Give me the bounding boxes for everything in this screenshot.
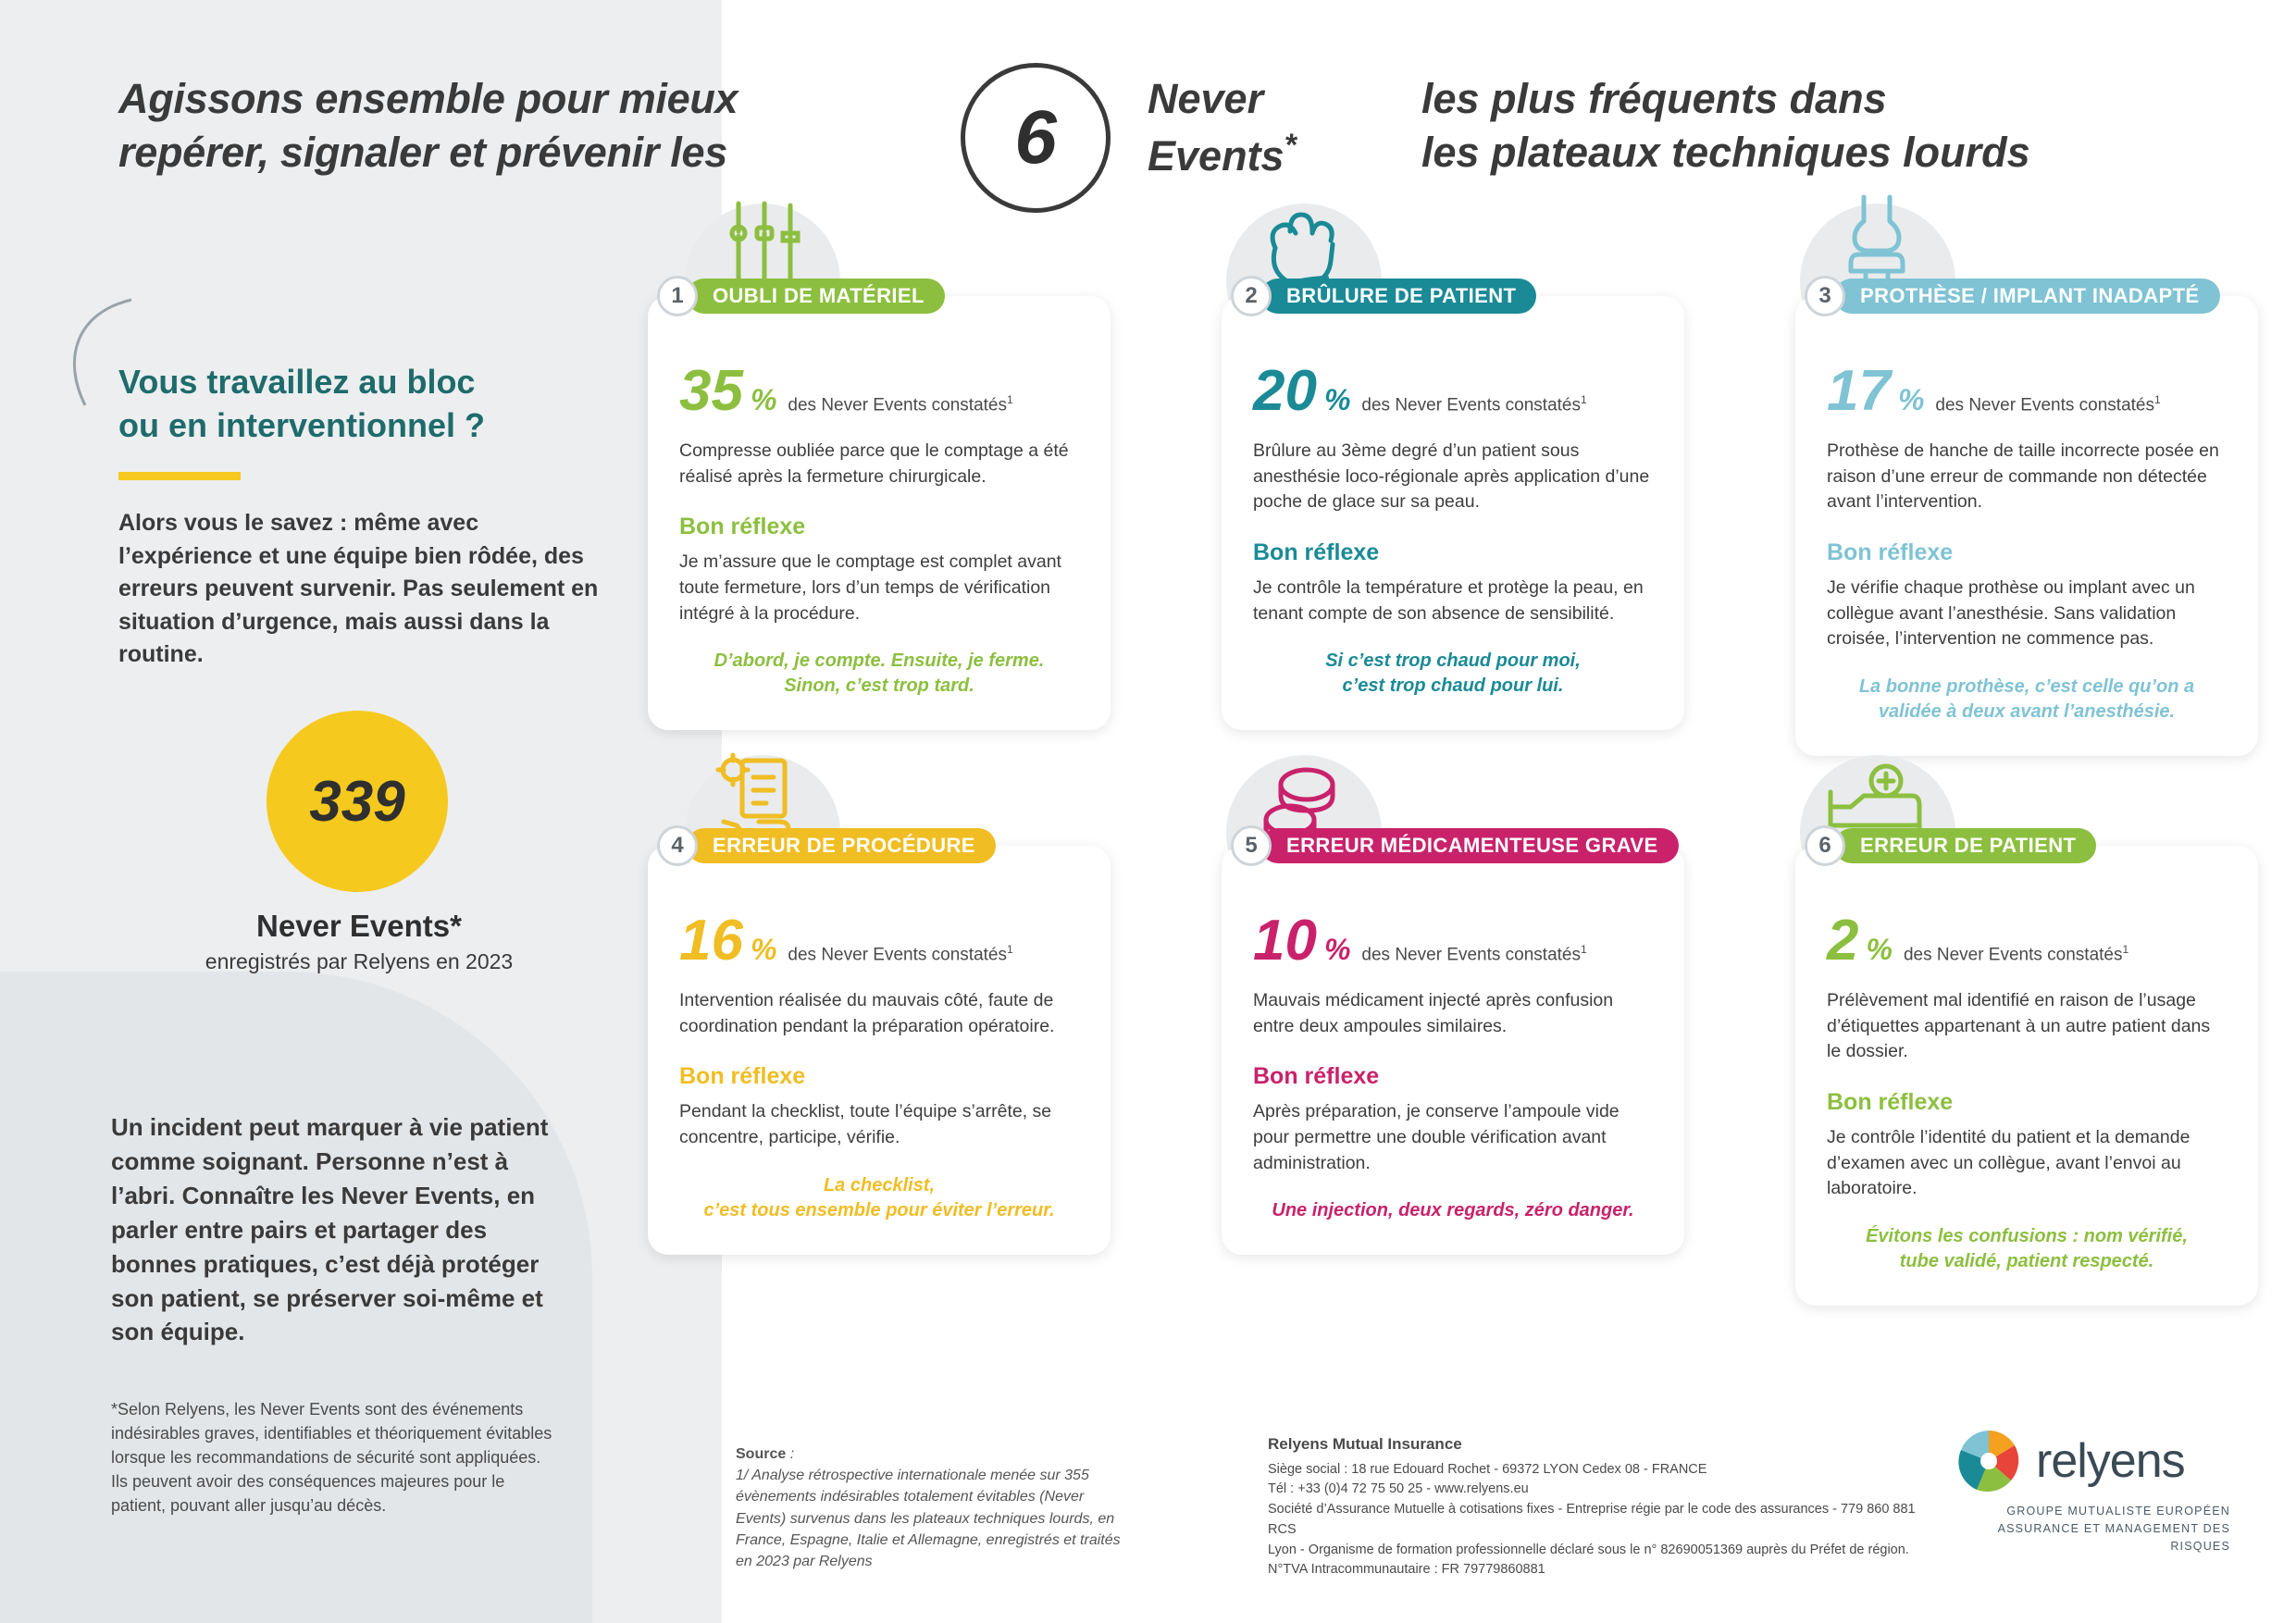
card-description: Mauvais médicament injecté après confusion entre deux ampoules similaires. bbox=[1253, 990, 1614, 1036]
header-asterisk: * bbox=[1284, 127, 1297, 163]
card-description: Brûlure au 3ème degré d’un patient sous anesthésie loco-régionale après application d’une poche de glace sur sa peau. bbox=[1253, 440, 1650, 513]
card-reflex-body: Je contrôle la température et protège la peau, en tenant compte de son absence de sensibilité. bbox=[1253, 577, 1644, 624]
card-prothese-implant-inadapte bbox=[1795, 283, 2258, 756]
card-badge bbox=[1231, 825, 1679, 866]
card-percentage-note-sup: 1 bbox=[1581, 392, 1587, 406]
header-never-events bbox=[1148, 72, 1416, 182]
card-percentage-note-text: des Never Events constatés bbox=[1935, 395, 2154, 415]
card-badge bbox=[657, 825, 996, 866]
legal-line-5: N°TVA Intracommunautaire : FR 79779860881 bbox=[1268, 1562, 1545, 1578]
card-percentage-note-sup: 1 bbox=[2154, 392, 2161, 406]
relyens-logo bbox=[1953, 1425, 2230, 1555]
logo-wordmark: relyens bbox=[2036, 1434, 2185, 1488]
card-percentage: 10 bbox=[1253, 909, 1317, 973]
card-number: 2 bbox=[1231, 276, 1272, 316]
card-reflex-title: Bon réflexe bbox=[679, 514, 806, 540]
card-percent-symbol: % bbox=[1897, 383, 1925, 416]
source-title: Source bbox=[736, 1446, 787, 1462]
card-reflex-title: Bon réflexe bbox=[1253, 1063, 1380, 1090]
card-percentage-note-sup: 1 bbox=[1007, 392, 1013, 406]
logo-row bbox=[1953, 1425, 2230, 1497]
card-quote bbox=[1827, 675, 2227, 725]
source-block bbox=[736, 1443, 1124, 1572]
never-events-count-badge: 339 bbox=[267, 711, 448, 892]
source-colon: : bbox=[786, 1446, 795, 1462]
card-quote bbox=[1253, 1198, 1653, 1223]
card-percentage-note-text: des Never Events constatés bbox=[1361, 395, 1581, 415]
left-secondary-paragraph: Un incident peut marquer à vie patient comme soignant. Personne n’est à l’abri. Connaître les Never Events, en parler entre pairs et partager des bonnes pratiques, c’est déjà protéger son patient, se préserver soi-même et son équipe. bbox=[111, 1113, 549, 1346]
card-description: Prothèse de hanche de taille incorrecte posée en raison d’une erreur de commande non détectée avant l’intervention. bbox=[1827, 440, 2219, 513]
card-percentage-note-text: des Never Events constatés bbox=[788, 395, 1007, 415]
card-erreur-de-patient bbox=[1795, 833, 2258, 1306]
card-badge bbox=[1231, 276, 1536, 316]
legal-title: Relyens Mutual Insurance bbox=[1268, 1435, 1462, 1453]
card-percentage-note-text: des Never Events constatés bbox=[1903, 945, 2123, 964]
card-number: 4 bbox=[657, 825, 698, 866]
page-title-line2: repérer, signaler et prévenir les bbox=[118, 128, 727, 176]
card-title: BRÛLURE DE PATIENT bbox=[1260, 279, 1536, 314]
card-percentage-row bbox=[1253, 359, 1653, 423]
card-oubli-de-materiel bbox=[648, 283, 1111, 730]
header-number-badge: 6 bbox=[961, 63, 1111, 213]
card-percentage: 2 bbox=[1827, 909, 1859, 973]
card-quote-line1: La checklist, bbox=[823, 1174, 936, 1196]
card-badge bbox=[1805, 276, 2220, 316]
card-reflex-body: Je contrôle l’identité du patient et la demande d’examen avec un collègue, avant l’envoi au laboratoire. bbox=[1827, 1127, 2191, 1199]
relyens-mark-icon bbox=[1953, 1425, 2025, 1497]
card-percentage-note-sup: 1 bbox=[2122, 942, 2129, 956]
card-percent-symbol: % bbox=[1323, 933, 1351, 966]
card-quote-line1: Si c’est trop chaud pour moi, bbox=[1325, 650, 1581, 672]
card-erreur-medicamenteuse-grave bbox=[1222, 833, 1684, 1255]
logo-tagline bbox=[1953, 1503, 2230, 1555]
card-quote bbox=[679, 649, 1079, 699]
header-never: Never bbox=[1148, 75, 1264, 122]
card-percentage-note-text: des Never Events constatés bbox=[1361, 945, 1581, 964]
left-question-line1: Vous travaillez au bloc bbox=[118, 363, 476, 401]
card-percentage-note bbox=[788, 393, 1012, 415]
card-title: ERREUR MÉDICAMENTEUSE GRAVE bbox=[1260, 828, 1679, 863]
legal-line-1: Siège social : 18 rue Edouard Rochet - 69372 LYON Cedex 08 - FRANCE bbox=[1268, 1461, 1707, 1477]
card-percent-symbol: % bbox=[750, 933, 777, 966]
card-quote bbox=[1827, 1224, 2227, 1274]
card-number: 5 bbox=[1231, 825, 1272, 866]
card-quote-line2: validée à deux avant l’anesthésie. bbox=[1878, 701, 2176, 723]
card-quote-line2: tube validé, patient respecté. bbox=[1899, 1251, 2154, 1272]
card-title: OUBLI DE MATÉRIEL bbox=[687, 279, 945, 314]
card-description: Intervention réalisée du mauvais côté, faute de coordination pendant la préparation opératoire. bbox=[679, 990, 1055, 1036]
card-number: 3 bbox=[1805, 276, 1845, 316]
page-title-line1: Agissons ensemble pour mieux bbox=[118, 75, 738, 122]
logo-tagline-line2: ASSURANCE ET MANAGEMENT DES RISQUES bbox=[1997, 1521, 2230, 1553]
card-percent-symbol: % bbox=[1866, 933, 1893, 966]
header-right bbox=[1148, 72, 2030, 182]
card-percentage-note bbox=[1904, 943, 2128, 965]
card-title: ERREUR DE PROCÉDURE bbox=[687, 828, 996, 863]
card-percentage-note bbox=[788, 943, 1012, 965]
card-percentage-note bbox=[1935, 393, 2160, 415]
yellow-divider bbox=[118, 472, 241, 480]
left-footnote: *Selon Relyens, les Never Events sont des événements indésirables graves, identifiables et théoriquement évitables lorsque les recommandations de sécurité sont appliquées. Ils peuvent avoir des conséquences majeures pour le patient, pouvant aller jusqu’au décès. bbox=[111, 1400, 552, 1516]
card-title: ERREUR DE PATIENT bbox=[1834, 828, 2096, 863]
card-percentage-row bbox=[1253, 909, 1653, 973]
source-title-row bbox=[736, 1443, 1124, 1465]
card-quote-line1: La bonne prothèse, c’est celle qu’on a bbox=[1858, 676, 2195, 698]
logo-tagline-line1: GROUPE MUTUALISTE EUROPÉEN bbox=[2006, 1505, 2230, 1518]
legal-block bbox=[1268, 1432, 1934, 1580]
source-body: 1/ Analyse rétrospective internationale menée sur 355 évènements indésirables totalement évitables (Never Events) survenus dans les plateaux techniques lourds, en France, Espagne, Italie et Allemagne, enregistrés et traités en 2023 par Relyens bbox=[736, 1468, 1121, 1569]
card-quote-line2: c’est trop chaud pour lui. bbox=[1342, 675, 1564, 697]
card-title: PROTHÈSE / IMPLANT INADAPTÉ bbox=[1834, 279, 2220, 314]
card-quote-line2: Sinon, c’est trop tard. bbox=[784, 675, 974, 697]
legal-line-4: Lyon - Organisme de formation professionnelle déclaré sous le n° 82690051369 auprès du Préfet de région. bbox=[1268, 1542, 1909, 1557]
card-reflex-body: Je vérifie chaque prothèse ou implant avec un collègue avant l’anesthésie. Sans validation croisée, l’intervention ne commence pas. bbox=[1827, 577, 2195, 650]
header-events: Events bbox=[1148, 131, 1285, 180]
card-percentage-note bbox=[1361, 393, 1586, 415]
left-question bbox=[118, 361, 600, 448]
page-title bbox=[118, 72, 951, 179]
card-badge bbox=[1805, 825, 2096, 866]
card-reflex-title: Bon réflexe bbox=[1827, 539, 1954, 566]
card-reflex-body: Après préparation, je conserve l’ampoule vide pour permettre une double vérification avant administration. bbox=[1253, 1101, 1620, 1173]
card-reflex-title: Bon réflexe bbox=[679, 1063, 806, 1090]
card-percentage-note-sup: 1 bbox=[1581, 942, 1587, 956]
card-reflex-body: Pendant la checklist, toute l’équipe s’arrête, se concentre, participe, vérifie. bbox=[679, 1101, 1052, 1148]
card-description: Prélèvement mal identifié en raison de l’usage d’étiquettes appartenant à un autre patient dans le dossier. bbox=[1827, 990, 2211, 1062]
card-quote bbox=[679, 1173, 1079, 1223]
card-quote-line2: c’est tous ensemble pour éviter l’erreur. bbox=[703, 1199, 1055, 1220]
card-erreur-de-procedure bbox=[648, 833, 1111, 1255]
card-percentage: 17 bbox=[1827, 359, 1891, 423]
card-percentage-note bbox=[1361, 943, 1586, 965]
card-badge bbox=[657, 276, 945, 316]
left-question-line2: ou en interventionnel ? bbox=[118, 405, 486, 444]
card-quote-line1: Une injection, deux regards, zéro danger. bbox=[1272, 1200, 1634, 1221]
card-description: Compresse oubliée parce que le comptage a été réalisé après la fermeture chirurgicale. bbox=[679, 440, 1069, 487]
header-subtitle bbox=[1421, 72, 2030, 179]
card-reflex-body: Je m’assure que le comptage est complet avant toute fermeture, lors d’un temps de vérification intégré à la procédure. bbox=[679, 551, 1061, 624]
card-percentage: 20 bbox=[1253, 359, 1317, 423]
card-quote bbox=[1253, 649, 1653, 699]
card-reflex-title: Bon réflexe bbox=[1827, 1089, 1954, 1116]
card-percentage-row bbox=[1827, 909, 2227, 973]
never-events-count-label: Never Events* bbox=[256, 909, 462, 943]
card-percent-symbol: % bbox=[1323, 383, 1351, 416]
card-percentage: 35 bbox=[679, 359, 743, 423]
card-percentage-row bbox=[1827, 359, 2227, 423]
header-subtitle-line2: les plateaux techniques lourds bbox=[1421, 128, 2030, 176]
card-percentage-note-text: des Never Events constatés bbox=[788, 945, 1007, 964]
card-quote-line1: D’abord, je compte. Ensuite, je ferme. bbox=[714, 650, 1045, 672]
card-percentage: 16 bbox=[679, 909, 743, 973]
card-number: 1 bbox=[657, 276, 698, 316]
card-percent-symbol: % bbox=[750, 383, 777, 416]
card-number: 6 bbox=[1805, 825, 1845, 866]
card-reflex-title: Bon réflexe bbox=[1253, 539, 1380, 566]
card-percentage-row bbox=[679, 359, 1079, 423]
legal-line-3: Société d’Assurance Mutuelle à cotisations fixes - Entreprise régie par le code des assurances - 779 860 881 RCS bbox=[1268, 1502, 1916, 1537]
header-events-row bbox=[1148, 126, 1416, 183]
left-paragraph: Alors vous le savez : même avec l’expérience et une équipe bien rôdée, des erreurs peuvent survenir. Pas seulement en situation d’urgence, mais aussi dans la routine. bbox=[118, 510, 599, 667]
card-percentage-note-sup: 1 bbox=[1007, 942, 1013, 956]
card-quote-line1: Évitons les confusions : nom vérifié, bbox=[1866, 1226, 2188, 1247]
never-events-count-sublabel: enregistrés par Relyens en 2023 bbox=[205, 949, 514, 973]
card-percentage-row bbox=[679, 909, 1079, 973]
card-brulure-de-patient bbox=[1222, 283, 1684, 730]
legal-line-2: Tél : +33 (0)4 72 75 50 25 - www.relyens.eu bbox=[1268, 1481, 1529, 1497]
header-subtitle-line1: les plus fréquents dans bbox=[1421, 75, 1887, 122]
